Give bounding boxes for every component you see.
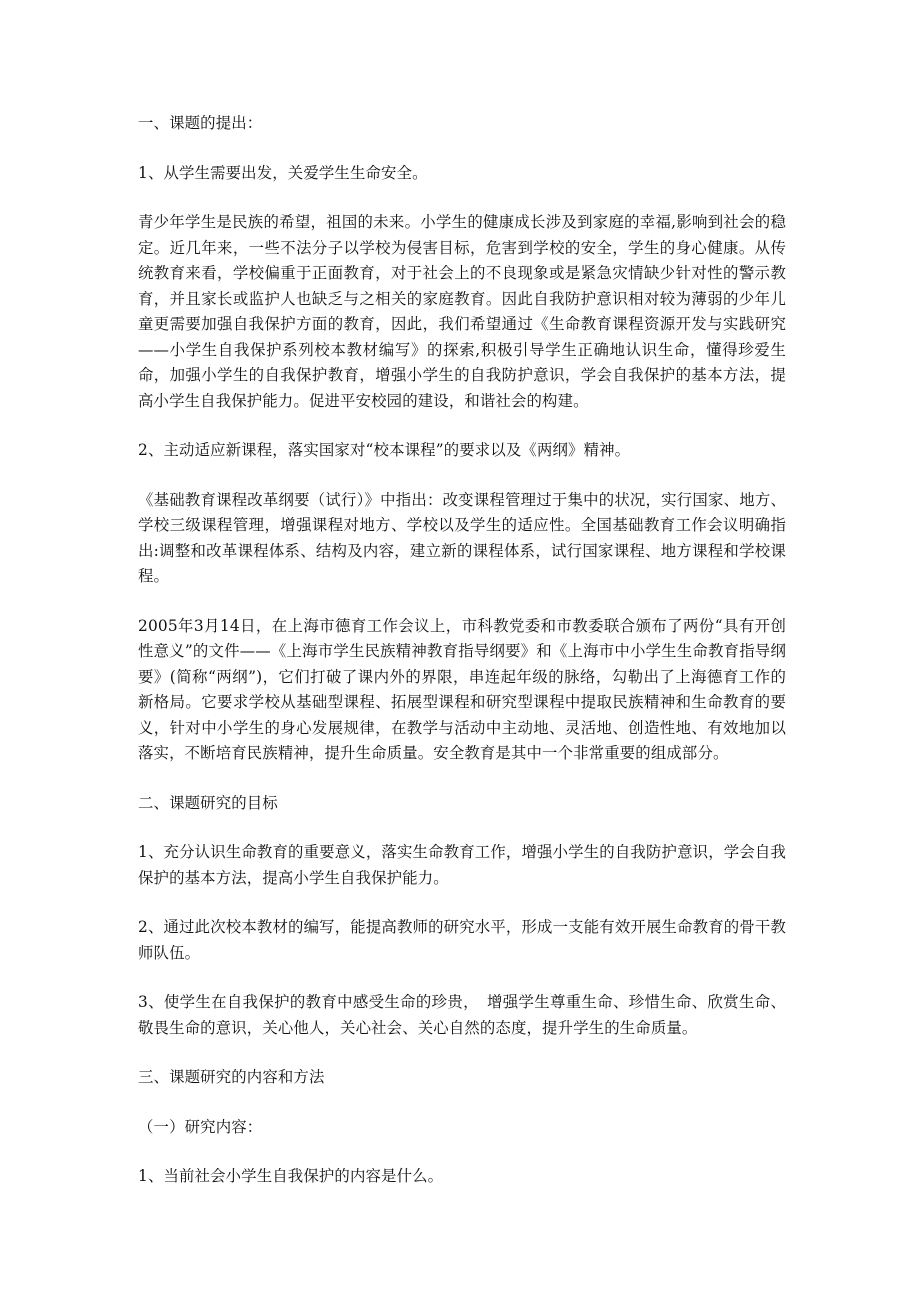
section-heading-proposal: 一、课题的提出：	[138, 114, 263, 132]
document-page	[138, 111, 786, 1214]
section-heading-content-methods: 三、课题研究的内容和方法	[138, 1068, 325, 1086]
paragraph-curriculum-reform: 《基础教育课程改革纲要（试行）》中指出：改变课程管理过于集中的状况，实行国家、地方、学校三级课程管理，增强课程对地方、学校以及学生的适应性。全国基础教育工作会议明确指出:调整和改革课程体系、结构及内容，建立新的课程体系，试行国家课程、地方课程和学校课程。	[138, 490, 786, 585]
goal-item-2: 2、通过此次校本教材的编写，能提高教师的研究水平，形成一支能有效开展生命教育的骨干教师队伍。	[138, 918, 786, 962]
subheading-new-curriculum: 2、主动适应新课程，落实国家对“校本课程”的要求以及《两纲》精神。	[138, 441, 631, 459]
subheading-research-content: （一）研究内容：	[138, 1117, 263, 1136]
section-heading-goals: 二、课题研究的目标	[138, 793, 278, 812]
paragraph-background: 青少年学生是民族的希望，祖国的未来。小学生的健康成长涉及到家庭的幸福,影响到社会的稳定。近几年来，一些不法分子以学校为侵害目标，危害到学校的安全，学生的身心健康。从传统教育来看，学校偏重于正面教育，对于社会上的不良现象或是紧急灾情缺少针对性的警示教育，并且家长或监护人也缺乏与之相关的家庭教育。因此自我防护意识相对较为薄弱的少年儿童更需要加强自我保护方面的教育，因此，我们希望通过《生命教育课程资源开发与实践研究——小学生自我保护系列校本教材编写》的探索,积极引导学生正确地认识生命，懂得珍爱生命，加强小学生的自我保护教育，增强小学生的自我防护意识，学会自我保护的基本方法，提高小学生自我保护能力。促进平安校园的建设，和谐社会的构建。	[138, 213, 786, 410]
content-item-1: 1、当前社会小学生自我保护的内容是什么。	[138, 1167, 444, 1185]
goal-item-3: 3、使学生在自我保护的教育中感受生命的珍贵， 增强学生尊重生命、珍惜生命、欣赏生命、敬畏生命的意识，关心他人，关心社会、关心自然的态度，提升学生的生命质量。	[138, 993, 786, 1037]
paragraph-two-outlines: 2005年3月14日，在上海市德育工作会议上，市科教党委和市教委联合颁布了两份“具有开创性意义”的文件——《上海市学生民族精神教育指导纲要》和《上海市中小学生生命教育指导纲要》(简称“两纲”)，它们打破了课内外的界限，串连起年级的脉络，勾勒出了上海德育工作的新格局。它要求学校从基础型课程、拓展型课程和研究型课程中提取民族精神和生命教育的要义，针对中小学生的身心发展规律，在教学与活动中主动地、灵活地、创造性地、有效地加以落实，不断培育民族精神，提升生命质量。安全教育是其中一个非常重要的组成部分。	[138, 616, 786, 762]
subheading-student-needs: 1、从学生需要出发，关爱学生生命安全。	[138, 163, 428, 182]
goal-item-1: 1、充分认识生命教育的重要意义，落实生命教育工作，增强小学生的自我防护意识，学会自我保护的基本方法，提高小学生自我保护能力。	[138, 843, 786, 887]
